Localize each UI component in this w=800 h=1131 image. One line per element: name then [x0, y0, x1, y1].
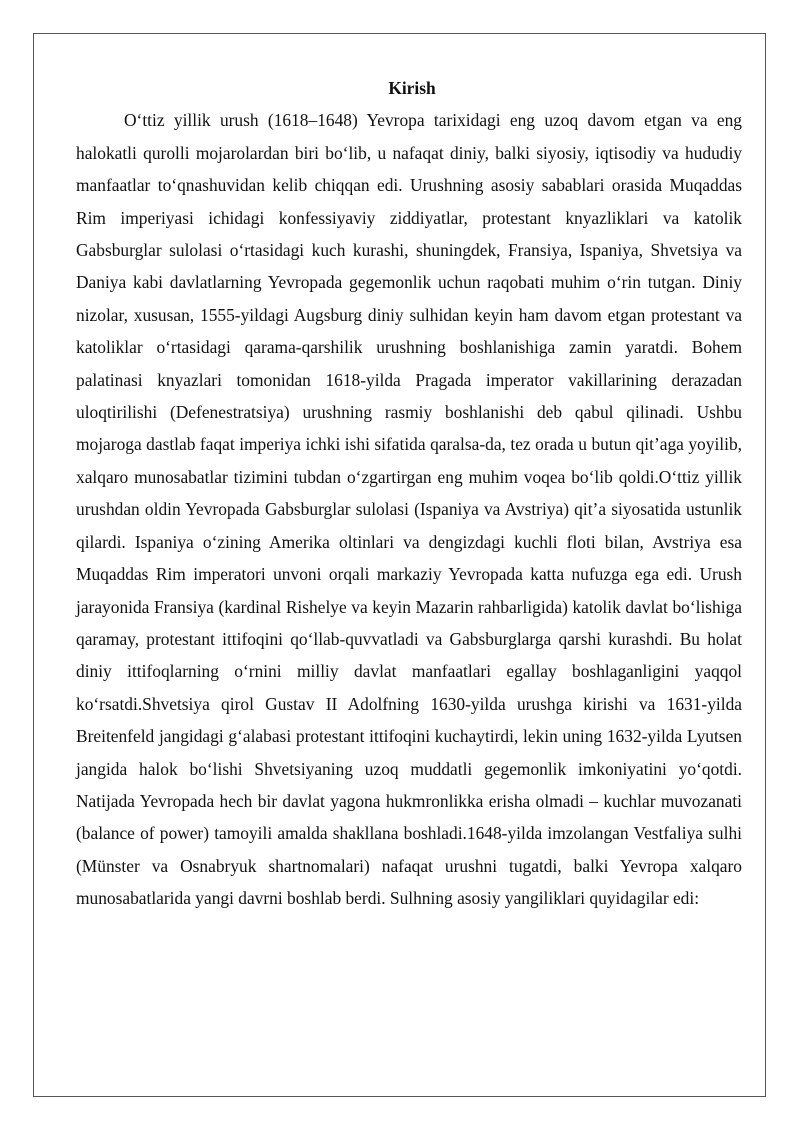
document-title: Kirish	[388, 78, 436, 98]
document-body	[76, 72, 742, 915]
body-paragraph: O‘ttiz yillik urush (1618–1648) Yevropa tarixidagi eng uzoq davom etgan va eng halokatli qurolli mojarolardan biri bo‘lib, u nafaqat diniy, balki siyosiy, iqtisodiy va hududiy manfaatlar to‘qnashuvidan kelib chiqqan edi. Urushning asosiy sabablari orasida Muqaddas Rim imperiyasi ichidagi konfessiyaviy ziddiyatlar, protestant knyazliklari va katolik Gabsburglar sulolasi o‘rtasidagi kuch kurashi, shuningdek, Fransiya, Ispaniya, Shvetsiya va Daniya kabi davlatlarning Yevropada gegemonlik uchun raqobati muhim o‘rin tutgan. Diniy nizolar, xususan, 1555-yildagi Augsburg diniy sulhidan keyin ham davom etgan protestant va katoliklar o‘rtasidagi qarama-qarshilik urushning boshlanishiga zamin yaratdi. Bohem palatinasi knyazlari tomonidan 1618-yilda Pragada imperator vakillarining derazadan uloqtirilishi (Defenestratsiya) urushning rasmiy boshlanishi deb qabul qilinadi. Ushbu mojaroga dastlab faqat imperiya ichki ishi sifatida qaralsa-da, tez orada u butun qit’aga yoyilib, xalqaro munosabatlar tizimini tubdan o‘zgartirgan eng muhim voqea bo‘lib qoldi.O‘ttiz yillik urushdan oldin Yevropada Gabsburglar sulolasi (Ispaniya va Avstriya) qit’a siyosatida ustunlik qilardi. Ispaniya o‘zining Amerika oltinlari va dengizdagi kuchli floti bilan, Avstriya esa Muqaddas Rim imperatori unvoni orqali markaziy Yevropada katta nufuzga ega edi. Urush jarayonida Fransiya (kardinal Rishelye va keyin Mazarin rahbarligida) katolik davlat bo‘lishiga qaramay, protestant ittifoqini qo‘llab-quvvatladi va Gabsburglarga qarshi kurashdi. Bu holat diniy ittifoqlarning o‘rnini milliy davlat manfaatlari egallay boshlaganligini yaqqol ko‘rsatdi.Shvetsiya qirol Gustav II Adolfning 1630-yilda urushga kirishi va 1631-yilda Breitenfeld jangidagi g‘alabasi protestant ittifoqini kuchaytirdi, lekin uning 1632-yilda Lyutsen jangida halok bo‘lishi Shvetsiyaning uzoq muddatli gegemonlik imkoniyatini yo‘qotdi. Natijada Yevropada hech bir davlat yagona hukmronlikka erisha olmadi – kuchlar muvozanati (balance of power) tamoyili amalda shakllana boshladi.1648-yilda imzolangan Vestfaliya sulhi (Münster va Osnabryuk shartnomalari) nafaqat urushni tugatdi, balki Yevropa xalqaro munosabatlarida yangi davrni boshlab berdi. Sulhning asosiy yangiliklari quyidagilar edi:	[76, 110, 742, 909]
